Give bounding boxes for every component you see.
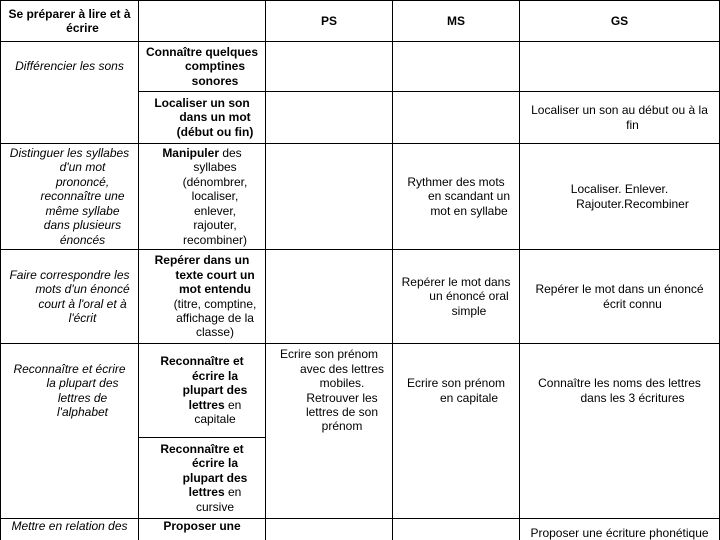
row-1-domain-cell bbox=[0, 41, 138, 143]
row-2-ms-text: Rythmer des mots en scandant un mot en syllabe bbox=[407, 174, 511, 218]
row-3-gs-cell bbox=[519, 249, 720, 343]
row-4b-competence-rest: en cursive bbox=[195, 485, 242, 514]
row-5-domain-cell bbox=[0, 518, 138, 540]
row-5-competence: Proposer une bbox=[163, 519, 241, 533]
row-3-domain: Faire correspondre les mots d'un énoncé court à l'oral et à l'écrit bbox=[9, 267, 130, 325]
row-4-ps-text: Ecrire son prénom avec des lettres mobiles. Retrouver les lettres de son prénom bbox=[279, 347, 385, 434]
row-2-gs-cell bbox=[519, 143, 720, 249]
row-2-gs-text: Localiser. Enlever. Rajouter.Recombiner bbox=[570, 182, 689, 211]
row-1b-gs-cell bbox=[519, 91, 720, 143]
table-title: Se préparer à lire et à écrire bbox=[8, 6, 131, 35]
row-3-ms-cell bbox=[392, 249, 519, 343]
row-1b-competence: Localiser un son dans un mot (début ou fin) bbox=[154, 95, 254, 139]
row-3-ps-cell bbox=[265, 249, 392, 343]
row-1-domain: Différencier les sons bbox=[15, 59, 124, 74]
row-4-gs-cell bbox=[519, 343, 720, 518]
row-2-competence-bold: Manipuler bbox=[162, 146, 219, 161]
row-4-domain: Reconnaître et écrire la plupart des lettres de l'alphabet bbox=[13, 361, 126, 419]
row-5-ms-cell bbox=[392, 518, 519, 540]
row-2-domain-cell bbox=[0, 143, 138, 249]
row-5-ps-cell bbox=[265, 518, 392, 540]
row-3-domain-cell bbox=[0, 249, 138, 343]
header-competence-cell bbox=[138, 0, 265, 41]
column-header-ps: PS bbox=[320, 13, 337, 28]
row-1a-competence-cell bbox=[138, 41, 265, 91]
row-3-competence-rest: (titre, comptine, affichage de la classe) bbox=[173, 296, 257, 340]
row-2-domain: Distinguer les syllabes d'un mot prononcé, reconnaître une même syllabe dans plusieurs énoncés bbox=[9, 146, 130, 247]
header-ps-cell bbox=[265, 0, 392, 41]
column-header-ms: MS bbox=[447, 13, 465, 28]
row-1a-competence: Connaître quelques comptines sonores bbox=[145, 44, 258, 88]
row-3-ms-text: Repérer le mot dans un énoncé oral simple bbox=[401, 274, 511, 318]
row-1b-competence-cell bbox=[138, 91, 265, 143]
row-2-competence bbox=[139, 146, 265, 247]
row-3-competence bbox=[139, 253, 265, 339]
row-4-domain-cell bbox=[0, 343, 138, 518]
row-2-competence-cell bbox=[138, 143, 265, 249]
header-title-cell bbox=[0, 0, 138, 41]
row-4-ms-text: Ecrire son prénom en capitale bbox=[406, 376, 506, 405]
row-4a-competence-bold: Reconnaître et écrire la plupart des lettres bbox=[160, 354, 248, 412]
row-1a-ps-cell bbox=[265, 41, 392, 91]
header-ms-cell bbox=[392, 0, 519, 41]
row-4-ps-cell bbox=[265, 343, 392, 518]
row-2-ps-cell bbox=[265, 143, 392, 249]
row-1a-gs-cell bbox=[519, 41, 720, 91]
row-4-gs-text: Connaître les noms des lettres dans les 3 écritures bbox=[538, 376, 701, 405]
row-4b-competence-cell bbox=[138, 437, 265, 518]
row-1a-ms-cell bbox=[392, 41, 519, 91]
row-4b-competence-bold: Reconnaître et écrire la plupart des lettres bbox=[160, 441, 248, 500]
row-5-domain: Mettre en relation des bbox=[11, 519, 128, 533]
row-4a-competence bbox=[139, 354, 265, 426]
row-1b-ps-cell bbox=[265, 91, 392, 143]
row-4a-competence-rest: en capitale bbox=[194, 397, 242, 427]
row-3-gs-text: Repérer le mot dans un énoncé écrit connu bbox=[535, 282, 704, 311]
row-5-gs-cell bbox=[519, 518, 720, 540]
row-4b-competence bbox=[139, 442, 265, 514]
row-2-ms-cell bbox=[392, 143, 519, 249]
row-4-ms-cell bbox=[392, 343, 519, 518]
row-4a-competence-cell bbox=[138, 343, 265, 437]
row-1b-ms-cell bbox=[392, 91, 519, 143]
row-2-competence-rest: des syllabes (dénombrer, localiser, enlever, rajouter, recombiner) bbox=[182, 146, 248, 247]
column-header-gs: GS bbox=[610, 13, 629, 28]
row-5-gs-text: Proposer une écriture phonétique bbox=[530, 526, 709, 540]
row-5-competence-cell bbox=[138, 518, 265, 540]
row-1b-gs-text: Localiser un son au début ou à la fin bbox=[531, 103, 708, 132]
row-3-competence-cell bbox=[138, 249, 265, 343]
header-gs-cell bbox=[519, 0, 720, 41]
row-3-competence-bold: Repérer dans un texte court un mot entendu bbox=[154, 253, 255, 297]
